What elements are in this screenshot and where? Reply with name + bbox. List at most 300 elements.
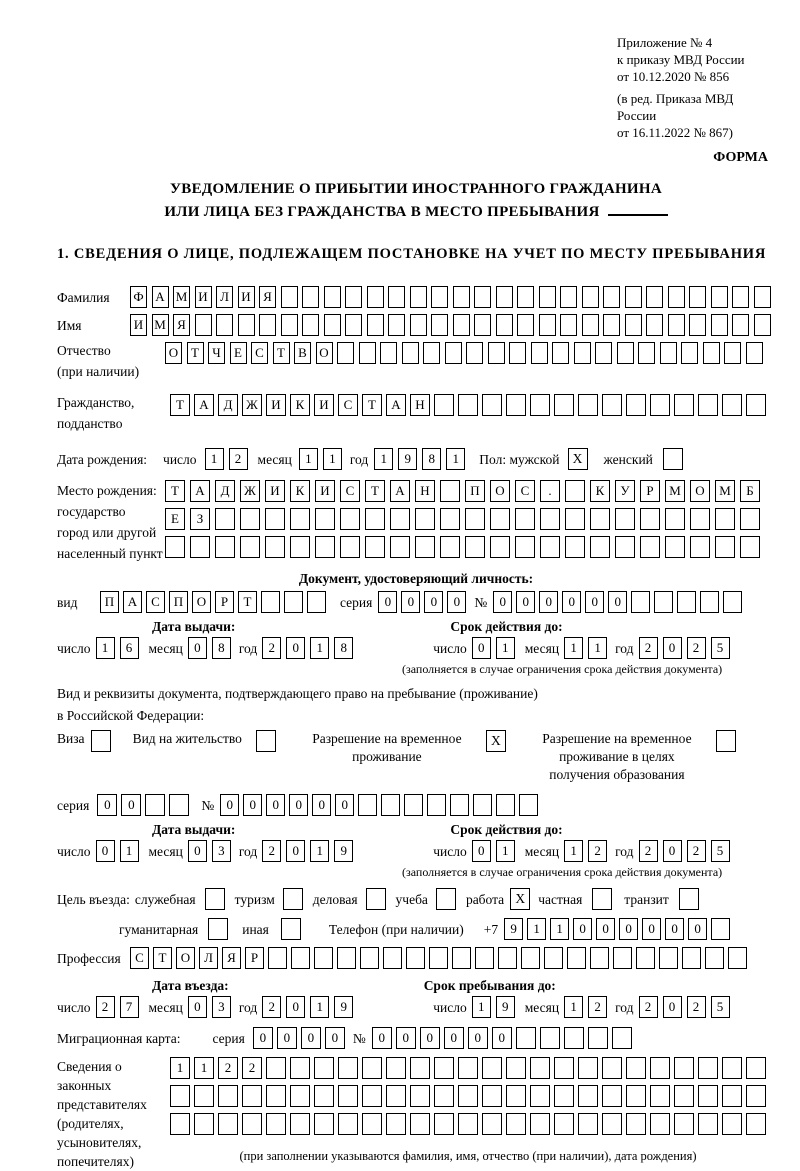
char-cell[interactable] xyxy=(746,1113,766,1135)
char-cell[interactable]: 5 xyxy=(711,840,730,862)
char-cell[interactable] xyxy=(218,1085,238,1107)
char-cell[interactable] xyxy=(517,286,534,308)
char-cell[interactable] xyxy=(626,1113,646,1135)
char-cell[interactable]: 1 xyxy=(323,448,342,470)
char-cell[interactable] xyxy=(450,794,469,816)
char-cell[interactable] xyxy=(659,947,678,969)
char-cell[interactable] xyxy=(590,536,610,558)
char-cell[interactable] xyxy=(453,286,470,308)
char-cell[interactable]: И xyxy=(266,394,286,416)
char-cell[interactable] xyxy=(646,314,663,336)
char-cell[interactable] xyxy=(746,1085,766,1107)
char-cell[interactable] xyxy=(722,394,742,416)
char-cell[interactable] xyxy=(530,1085,550,1107)
char-cell[interactable]: 2 xyxy=(639,637,658,659)
char-cell[interactable] xyxy=(565,536,585,558)
char-cell[interactable]: И xyxy=(195,286,212,308)
char-cell[interactable] xyxy=(240,508,260,530)
char-cell[interactable] xyxy=(515,508,535,530)
char-cell[interactable] xyxy=(358,794,377,816)
char-cell[interactable] xyxy=(711,918,730,940)
char-cell[interactable] xyxy=(215,508,235,530)
char-cell[interactable] xyxy=(539,286,556,308)
char-cell[interactable] xyxy=(170,1113,190,1135)
char-cell[interactable] xyxy=(240,536,260,558)
char-cell[interactable] xyxy=(434,1113,454,1135)
char-cell[interactable] xyxy=(440,508,460,530)
char-cell[interactable] xyxy=(674,1085,694,1107)
char-cell[interactable] xyxy=(711,314,728,336)
char-cell[interactable]: А xyxy=(190,480,210,502)
char-cell[interactable]: 0 xyxy=(325,1027,345,1049)
char-cell[interactable] xyxy=(698,1057,718,1079)
char-cell[interactable] xyxy=(290,1085,310,1107)
char-cell[interactable] xyxy=(615,536,635,558)
char-cell[interactable]: 0 xyxy=(243,794,262,816)
char-cell[interactable] xyxy=(674,1057,694,1079)
char-cell[interactable]: 0 xyxy=(665,918,684,940)
char-cell[interactable] xyxy=(506,394,526,416)
char-cell[interactable]: 2 xyxy=(262,996,281,1018)
char-cell[interactable] xyxy=(429,947,448,969)
char-cell[interactable]: Р xyxy=(215,591,234,613)
char-cell[interactable]: 1 xyxy=(310,637,329,659)
char-cell[interactable] xyxy=(654,591,673,613)
char-cell[interactable]: 1 xyxy=(496,840,515,862)
char-cell[interactable] xyxy=(266,1113,286,1135)
char-cell[interactable] xyxy=(386,1113,406,1135)
char-cell[interactable] xyxy=(574,342,591,364)
char-cell[interactable] xyxy=(590,947,609,969)
char-cell[interactable]: 0 xyxy=(619,918,638,940)
char-cell[interactable] xyxy=(302,314,319,336)
char-cell[interactable] xyxy=(578,1085,598,1107)
char-cell[interactable]: Б xyxy=(740,480,760,502)
char-cell[interactable]: Д xyxy=(215,480,235,502)
char-cell[interactable] xyxy=(665,508,685,530)
char-cell[interactable] xyxy=(689,314,706,336)
char-cell[interactable]: 1 xyxy=(205,448,224,470)
char-cell[interactable] xyxy=(496,794,515,816)
char-cell[interactable]: О xyxy=(316,342,333,364)
char-cell[interactable] xyxy=(388,286,405,308)
char-cell[interactable]: У xyxy=(615,480,635,502)
char-cell[interactable]: 1 xyxy=(550,918,569,940)
char-cell[interactable] xyxy=(383,947,402,969)
char-cell[interactable] xyxy=(324,286,341,308)
char-cell[interactable]: 1 xyxy=(194,1057,214,1079)
char-cell[interactable] xyxy=(722,1057,742,1079)
char-cell[interactable] xyxy=(650,1085,670,1107)
char-cell[interactable]: 0 xyxy=(372,1027,392,1049)
char-cell[interactable]: 9 xyxy=(334,996,353,1018)
char-cell[interactable] xyxy=(578,394,598,416)
char-cell[interactable] xyxy=(677,591,696,613)
char-cell[interactable]: 0 xyxy=(596,918,615,940)
char-cell[interactable]: З xyxy=(190,508,210,530)
char-cell[interactable]: О xyxy=(690,480,710,502)
char-cell[interactable] xyxy=(337,342,354,364)
char-cell[interactable] xyxy=(242,1113,262,1135)
char-cell[interactable] xyxy=(690,508,710,530)
char-cell[interactable]: Е xyxy=(230,342,247,364)
char-cell[interactable] xyxy=(482,1113,502,1135)
char-cell[interactable]: 0 xyxy=(121,794,141,816)
char-cell[interactable]: П xyxy=(100,591,119,613)
char-cell[interactable] xyxy=(431,314,448,336)
char-cell[interactable]: 8 xyxy=(212,637,231,659)
char-cell[interactable]: А xyxy=(194,394,214,416)
char-cell[interactable] xyxy=(531,342,548,364)
char-cell[interactable] xyxy=(281,286,298,308)
char-cell[interactable] xyxy=(315,508,335,530)
char-cell[interactable] xyxy=(290,536,310,558)
char-cell[interactable] xyxy=(431,286,448,308)
char-cell[interactable] xyxy=(602,1085,622,1107)
char-cell[interactable] xyxy=(746,1057,766,1079)
char-cell[interactable]: Р xyxy=(245,947,264,969)
char-cell[interactable]: 0 xyxy=(289,794,308,816)
char-cell[interactable] xyxy=(613,947,632,969)
char-cell[interactable]: 2 xyxy=(588,840,607,862)
char-cell[interactable]: 0 xyxy=(688,918,707,940)
purpose-work-checkbox[interactable]: X xyxy=(510,888,530,910)
char-cell[interactable] xyxy=(554,1057,574,1079)
char-cell[interactable]: К xyxy=(590,480,610,502)
char-cell[interactable] xyxy=(540,536,560,558)
char-cell[interactable] xyxy=(519,794,538,816)
char-cell[interactable] xyxy=(560,314,577,336)
char-cell[interactable]: 0 xyxy=(492,1027,512,1049)
char-cell[interactable] xyxy=(539,314,556,336)
char-cell[interactable] xyxy=(724,342,741,364)
purpose-private-checkbox[interactable] xyxy=(592,888,612,910)
temp-residence-checkbox[interactable]: X xyxy=(486,730,506,752)
char-cell[interactable] xyxy=(646,286,663,308)
char-cell[interactable] xyxy=(465,536,485,558)
char-cell[interactable]: И xyxy=(314,394,334,416)
char-cell[interactable]: С xyxy=(515,480,535,502)
char-cell[interactable] xyxy=(415,508,435,530)
char-cell[interactable]: 2 xyxy=(588,996,607,1018)
char-cell[interactable]: 1 xyxy=(472,996,491,1018)
char-cell[interactable] xyxy=(314,947,333,969)
char-cell[interactable] xyxy=(314,1085,334,1107)
char-cell[interactable] xyxy=(340,508,360,530)
char-cell[interactable] xyxy=(564,1027,584,1049)
char-cell[interactable] xyxy=(588,1027,608,1049)
char-cell[interactable] xyxy=(554,394,574,416)
char-cell[interactable] xyxy=(465,508,485,530)
char-cell[interactable]: К xyxy=(290,480,310,502)
char-cell[interactable] xyxy=(650,1113,670,1135)
char-cell[interactable] xyxy=(722,1113,742,1135)
char-cell[interactable] xyxy=(218,1113,238,1135)
char-cell[interactable] xyxy=(145,794,165,816)
purpose-official-checkbox[interactable] xyxy=(205,888,225,910)
char-cell[interactable] xyxy=(705,947,724,969)
char-cell[interactable]: 2 xyxy=(96,996,115,1018)
char-cell[interactable] xyxy=(345,286,362,308)
char-cell[interactable]: Т xyxy=(153,947,172,969)
char-cell[interactable]: М xyxy=(152,314,169,336)
char-cell[interactable] xyxy=(674,1113,694,1135)
char-cell[interactable]: . xyxy=(540,480,560,502)
char-cell[interactable] xyxy=(754,286,771,308)
char-cell[interactable] xyxy=(660,342,677,364)
char-cell[interactable] xyxy=(345,314,362,336)
char-cell[interactable] xyxy=(307,591,326,613)
char-cell[interactable] xyxy=(259,314,276,336)
char-cell[interactable] xyxy=(338,1085,358,1107)
char-cell[interactable] xyxy=(650,1057,670,1079)
char-cell[interactable]: 0 xyxy=(188,996,207,1018)
char-cell[interactable]: С xyxy=(338,394,358,416)
char-cell[interactable] xyxy=(560,286,577,308)
char-cell[interactable] xyxy=(281,314,298,336)
char-cell[interactable]: 9 xyxy=(398,448,417,470)
char-cell[interactable]: А xyxy=(386,394,406,416)
char-cell[interactable] xyxy=(690,536,710,558)
char-cell[interactable] xyxy=(582,286,599,308)
char-cell[interactable] xyxy=(440,536,460,558)
char-cell[interactable] xyxy=(723,591,742,613)
char-cell[interactable]: Я xyxy=(222,947,241,969)
char-cell[interactable] xyxy=(521,947,540,969)
sex-male-checkbox[interactable]: X xyxy=(568,448,588,470)
char-cell[interactable] xyxy=(265,536,285,558)
char-cell[interactable]: 0 xyxy=(188,637,207,659)
char-cell[interactable] xyxy=(674,394,694,416)
char-cell[interactable]: 3 xyxy=(212,840,231,862)
char-cell[interactable] xyxy=(261,591,280,613)
char-cell[interactable]: 0 xyxy=(562,591,581,613)
char-cell[interactable]: 1 xyxy=(564,840,583,862)
char-cell[interactable]: 0 xyxy=(608,591,627,613)
char-cell[interactable]: Л xyxy=(199,947,218,969)
char-cell[interactable]: Ж xyxy=(240,480,260,502)
char-cell[interactable] xyxy=(746,342,763,364)
char-cell[interactable] xyxy=(362,1057,382,1079)
char-cell[interactable] xyxy=(603,286,620,308)
char-cell[interactable]: 1 xyxy=(496,637,515,659)
char-cell[interactable]: 0 xyxy=(573,918,592,940)
char-cell[interactable] xyxy=(490,536,510,558)
char-cell[interactable] xyxy=(458,1085,478,1107)
char-cell[interactable] xyxy=(625,286,642,308)
char-cell[interactable]: 0 xyxy=(301,1027,321,1049)
char-cell[interactable] xyxy=(626,394,646,416)
char-cell[interactable] xyxy=(565,508,585,530)
char-cell[interactable] xyxy=(215,536,235,558)
char-cell[interactable]: А xyxy=(390,480,410,502)
char-cell[interactable]: 0 xyxy=(401,591,420,613)
char-cell[interactable] xyxy=(617,342,634,364)
char-cell[interactable] xyxy=(266,1057,286,1079)
char-cell[interactable] xyxy=(474,314,491,336)
char-cell[interactable]: Ч xyxy=(208,342,225,364)
char-cell[interactable] xyxy=(423,342,440,364)
char-cell[interactable] xyxy=(540,508,560,530)
char-cell[interactable] xyxy=(698,1113,718,1135)
char-cell[interactable]: О xyxy=(165,342,182,364)
char-cell[interactable]: 2 xyxy=(229,448,248,470)
char-cell[interactable]: 2 xyxy=(639,996,658,1018)
purpose-other-checkbox[interactable] xyxy=(281,918,301,940)
char-cell[interactable] xyxy=(458,1113,478,1135)
char-cell[interactable] xyxy=(302,286,319,308)
char-cell[interactable]: 2 xyxy=(687,637,706,659)
char-cell[interactable]: 0 xyxy=(253,1027,273,1049)
char-cell[interactable]: 0 xyxy=(516,591,535,613)
char-cell[interactable]: 0 xyxy=(663,840,682,862)
char-cell[interactable] xyxy=(268,947,287,969)
char-cell[interactable]: 7 xyxy=(120,996,139,1018)
char-cell[interactable] xyxy=(554,1085,574,1107)
char-cell[interactable]: 2 xyxy=(639,840,658,862)
char-cell[interactable] xyxy=(488,342,505,364)
char-cell[interactable]: Ж xyxy=(242,394,262,416)
char-cell[interactable] xyxy=(540,1027,560,1049)
char-cell[interactable] xyxy=(715,536,735,558)
char-cell[interactable] xyxy=(515,536,535,558)
char-cell[interactable] xyxy=(362,1113,382,1135)
char-cell[interactable] xyxy=(595,342,612,364)
char-cell[interactable]: Т xyxy=(238,591,257,613)
char-cell[interactable] xyxy=(578,1057,598,1079)
char-cell[interactable] xyxy=(698,394,718,416)
char-cell[interactable] xyxy=(754,314,771,336)
char-cell[interactable] xyxy=(602,394,622,416)
char-cell[interactable] xyxy=(410,286,427,308)
char-cell[interactable] xyxy=(482,1085,502,1107)
char-cell[interactable] xyxy=(665,536,685,558)
char-cell[interactable] xyxy=(482,1057,502,1079)
char-cell[interactable] xyxy=(291,947,310,969)
char-cell[interactable]: 2 xyxy=(218,1057,238,1079)
char-cell[interactable] xyxy=(402,342,419,364)
char-cell[interactable]: Я xyxy=(173,314,190,336)
char-cell[interactable] xyxy=(640,508,660,530)
char-cell[interactable]: 8 xyxy=(334,637,353,659)
char-cell[interactable] xyxy=(506,1113,526,1135)
char-cell[interactable]: Л xyxy=(216,286,233,308)
char-cell[interactable] xyxy=(625,314,642,336)
char-cell[interactable]: 1 xyxy=(170,1057,190,1079)
char-cell[interactable] xyxy=(381,794,400,816)
char-cell[interactable]: Т xyxy=(362,394,382,416)
char-cell[interactable] xyxy=(615,508,635,530)
char-cell[interactable] xyxy=(386,1057,406,1079)
char-cell[interactable] xyxy=(284,591,303,613)
char-cell[interactable] xyxy=(238,314,255,336)
char-cell[interactable]: И xyxy=(265,480,285,502)
char-cell[interactable] xyxy=(362,1085,382,1107)
char-cell[interactable]: 0 xyxy=(447,591,466,613)
char-cell[interactable]: О xyxy=(490,480,510,502)
char-cell[interactable] xyxy=(740,536,760,558)
char-cell[interactable]: Д xyxy=(218,394,238,416)
char-cell[interactable] xyxy=(169,794,189,816)
char-cell[interactable] xyxy=(603,314,620,336)
char-cell[interactable]: В xyxy=(294,342,311,364)
char-cell[interactable] xyxy=(715,508,735,530)
char-cell[interactable]: Н xyxy=(415,480,435,502)
char-cell[interactable]: А xyxy=(123,591,142,613)
char-cell[interactable] xyxy=(434,394,454,416)
char-cell[interactable] xyxy=(390,536,410,558)
char-cell[interactable] xyxy=(434,1057,454,1079)
char-cell[interactable] xyxy=(338,1057,358,1079)
char-cell[interactable]: 0 xyxy=(424,591,443,613)
char-cell[interactable] xyxy=(552,342,569,364)
char-cell[interactable] xyxy=(602,1113,622,1135)
char-cell[interactable] xyxy=(404,794,423,816)
char-cell[interactable]: 1 xyxy=(310,996,329,1018)
char-cell[interactable] xyxy=(626,1057,646,1079)
char-cell[interactable] xyxy=(544,947,563,969)
purpose-business-checkbox[interactable] xyxy=(366,888,386,910)
char-cell[interactable] xyxy=(410,1085,430,1107)
char-cell[interactable] xyxy=(650,394,670,416)
char-cell[interactable] xyxy=(452,947,471,969)
char-cell[interactable]: 1 xyxy=(374,448,393,470)
char-cell[interactable]: 0 xyxy=(378,591,397,613)
char-cell[interactable] xyxy=(722,1085,742,1107)
char-cell[interactable] xyxy=(582,314,599,336)
char-cell[interactable]: 0 xyxy=(335,794,354,816)
char-cell[interactable]: С xyxy=(130,947,149,969)
char-cell[interactable] xyxy=(668,314,685,336)
char-cell[interactable]: 0 xyxy=(266,794,285,816)
char-cell[interactable]: Т xyxy=(273,342,290,364)
char-cell[interactable]: М xyxy=(173,286,190,308)
char-cell[interactable]: 0 xyxy=(220,794,239,816)
char-cell[interactable]: 0 xyxy=(286,840,305,862)
char-cell[interactable] xyxy=(567,947,586,969)
char-cell[interactable]: Р xyxy=(640,480,660,502)
char-cell[interactable] xyxy=(746,394,766,416)
char-cell[interactable] xyxy=(315,536,335,558)
char-cell[interactable] xyxy=(338,1113,358,1135)
char-cell[interactable] xyxy=(498,947,517,969)
char-cell[interactable] xyxy=(359,342,376,364)
char-cell[interactable] xyxy=(195,314,212,336)
char-cell[interactable]: 1 xyxy=(564,996,583,1018)
char-cell[interactable] xyxy=(365,536,385,558)
char-cell[interactable] xyxy=(165,536,185,558)
char-cell[interactable] xyxy=(602,1057,622,1079)
char-cell[interactable] xyxy=(427,794,446,816)
char-cell[interactable] xyxy=(324,314,341,336)
char-cell[interactable] xyxy=(415,536,435,558)
char-cell[interactable]: 0 xyxy=(96,840,115,862)
char-cell[interactable]: 5 xyxy=(711,996,730,1018)
char-cell[interactable] xyxy=(689,286,706,308)
char-cell[interactable] xyxy=(474,286,491,308)
char-cell[interactable] xyxy=(732,314,749,336)
char-cell[interactable] xyxy=(290,508,310,530)
char-cell[interactable]: 2 xyxy=(687,996,706,1018)
char-cell[interactable] xyxy=(590,508,610,530)
char-cell[interactable] xyxy=(466,342,483,364)
char-cell[interactable]: 9 xyxy=(504,918,523,940)
char-cell[interactable] xyxy=(626,1085,646,1107)
char-cell[interactable] xyxy=(365,508,385,530)
char-cell[interactable]: 0 xyxy=(286,996,305,1018)
char-cell[interactable]: 1 xyxy=(446,448,465,470)
purpose-tourism-checkbox[interactable] xyxy=(283,888,303,910)
